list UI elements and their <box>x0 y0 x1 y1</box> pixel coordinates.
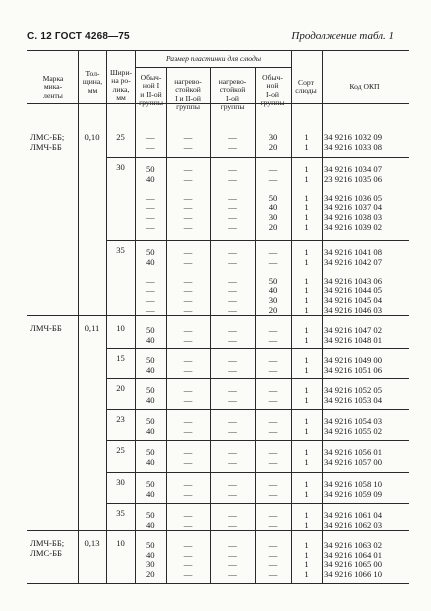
plate-size-ordinary-1-2: 40 <box>146 425 155 436</box>
plate-size-ordinary-1-2: — <box>146 295 155 305</box>
okp-code: 34 9216 1032 09 <box>324 132 383 142</box>
okp-code: 34 9216 1054 03 <box>324 416 383 426</box>
page-number-standard: С. 12 ГОСТ 4268—75 <box>27 31 130 42</box>
plate-size-ordinary-1-2: 40 <box>146 488 155 499</box>
width-value: 25 <box>116 445 125 455</box>
plate-size-heatproof-1: — <box>228 247 237 257</box>
table-continuation-label: Продолжение табл. 1 <box>291 30 394 42</box>
plate-size-ordinary-1-2: 40 <box>146 256 155 267</box>
okp-code: 34 9216 1059 09 <box>324 488 383 499</box>
plate-size-heatproof-1: — <box>228 510 237 520</box>
plate-size-heatproof-1: — <box>228 479 237 489</box>
header-thickness: Тол- щина, мм <box>82 69 103 95</box>
header-sort: Сорт слюды <box>295 78 317 96</box>
plate-size-heatproof-1-2: — <box>183 192 193 203</box>
plate-size-ordinary-1: — <box>268 479 278 489</box>
subgroup-divider <box>106 240 409 241</box>
plate-size-ordinary-1: 20 <box>268 141 278 152</box>
plate-size-heatproof-1: — <box>228 425 237 436</box>
mica-grade: 1 <box>304 285 309 296</box>
mica-grade: 1 <box>304 221 309 232</box>
plate-size-ordinary-1: — <box>268 456 278 467</box>
mica-grade: 1 <box>304 385 309 395</box>
plate-size-heatproof-1: — <box>228 394 237 405</box>
plate-size-ordinary-1: — <box>268 559 278 570</box>
plate-size-ordinary-1-2: 50 <box>146 416 155 426</box>
plate-size-ordinary-1-2: 20 <box>146 568 155 579</box>
plate-size-heatproof-1-2: — <box>183 364 193 375</box>
subgroup-divider <box>106 503 409 504</box>
okp-code: 34 9216 1052 05 <box>324 385 383 395</box>
okp-code: 34 9216 1048 01 <box>324 334 383 345</box>
plate-size-ordinary-1-2: 50 <box>146 385 155 395</box>
thickness-value: 0,13 <box>84 538 100 548</box>
plate-size-heatproof-1: — <box>228 559 237 570</box>
mica-grade: 1 <box>304 256 309 267</box>
thickness-value: 0,11 <box>84 323 100 333</box>
mica-grade: 1 <box>304 447 309 457</box>
plate-size-ordinary-1-2: — <box>146 304 155 315</box>
plate-size-heatproof-1-2: — <box>183 385 193 395</box>
plate-size-heatproof-1-2: — <box>183 488 193 499</box>
marka-label: ЛМЧ-ББ; <box>30 538 65 548</box>
plate-size-heatproof-1: — <box>228 212 237 222</box>
plate-size-ordinary-1: 30 <box>268 212 278 222</box>
okp-code: 34 9216 1047 02 <box>324 325 383 335</box>
mica-grade: 1 <box>304 325 309 335</box>
plate-size-ordinary-1-2: — <box>146 192 155 203</box>
plate-size-ordinary-1: — <box>268 364 278 375</box>
okp-code: 34 9216 1062 03 <box>324 519 383 530</box>
okp-code: 34 9216 1058 10 <box>324 479 383 489</box>
width-value: 10 <box>116 323 125 333</box>
width-value: 25 <box>116 132 125 142</box>
plate-size-ordinary-1: — <box>268 325 278 335</box>
plate-size-heatproof-1-2: — <box>183 519 193 530</box>
plate-size-heatproof-1-2: — <box>183 549 193 560</box>
plate-size-heatproof-1: — <box>228 285 237 296</box>
plate-size-ordinary-1: — <box>268 488 278 499</box>
group-divider <box>27 315 409 316</box>
mica-grade: 1 <box>304 202 309 213</box>
okp-code: 34 9216 1066 10 <box>324 568 383 579</box>
plate-size-ordinary-1: — <box>268 447 278 457</box>
header-plate-size-group: Размер пластинки для слюды <box>165 54 262 63</box>
plate-size-ordinary-1-2: 40 <box>146 456 155 467</box>
okp-code: 34 9216 1049 00 <box>324 355 383 365</box>
plate-size-heatproof-1: — <box>228 334 237 345</box>
plate-size-ordinary-1-2: 40 <box>146 334 155 345</box>
marka-label: ЛМС-ББ; <box>30 132 65 142</box>
plate-size-heatproof-1: — <box>228 256 237 267</box>
plate-size-ordinary-1: — <box>268 385 278 395</box>
okp-code: 34 9216 1034 07 <box>324 164 383 174</box>
plate-size-ordinary-1-2: 50 <box>146 479 155 489</box>
plate-size-ordinary-1: — <box>268 425 278 436</box>
plate-size-ordinary-1: 50 <box>268 192 278 203</box>
plate-size-ordinary-1: 20 <box>268 221 278 232</box>
plate-size-heatproof-1: — <box>228 519 237 530</box>
plate-size-ordinary-1-2: 40 <box>146 549 155 560</box>
okp-code: 34 9216 1053 04 <box>324 394 383 405</box>
marka-label: ЛМЧ-ББ <box>30 141 62 152</box>
plate-size-ordinary-1-2: — <box>146 275 155 286</box>
okp-code: 34 9216 1046 03 <box>324 304 383 315</box>
plate-size-ordinary-1-2: 30 <box>146 559 155 570</box>
plate-size-ordinary-1: — <box>268 247 278 257</box>
plate-size-ordinary-1: — <box>268 416 278 426</box>
plate-size-ordinary-1: 40 <box>268 285 278 296</box>
plate-size-heatproof-1-2: — <box>183 247 193 257</box>
header-ordinary-1: Обыч- ной I-ой группы <box>260 73 285 108</box>
plate-size-heatproof-1: — <box>228 304 237 315</box>
plate-size-heatproof-1: — <box>228 295 237 305</box>
okp-code: 34 9216 1045 04 <box>324 295 383 305</box>
mica-grade: 1 <box>304 394 309 405</box>
marka-label: ЛМЧ-ББ <box>30 323 62 333</box>
mica-grade: 1 <box>304 559 309 570</box>
plate-size-ordinary-1-2: — <box>146 141 155 152</box>
mica-grade: 1 <box>304 568 309 579</box>
plate-size-heatproof-1-2: — <box>183 479 193 489</box>
okp-code: 34 9216 1036 05 <box>324 192 383 203</box>
mica-grade: 1 <box>304 549 309 560</box>
plate-size-heatproof-1: — <box>228 141 237 152</box>
plate-size-heatproof-1: — <box>228 192 237 203</box>
plate-size-heatproof-1-2: — <box>183 456 193 467</box>
plate-size-heatproof-1: — <box>228 447 237 457</box>
plate-size-heatproof-1: — <box>228 540 237 550</box>
plate-size-heatproof-1-2: — <box>183 285 193 296</box>
mica-grade: 1 <box>304 488 309 499</box>
plate-size-heatproof-1: — <box>228 173 237 184</box>
plate-size-heatproof-1-2: — <box>183 295 193 305</box>
plate-size-ordinary-1: 30 <box>268 132 278 142</box>
mica-grade: 1 <box>304 355 309 365</box>
plate-size-heatproof-1: — <box>228 568 237 579</box>
mica-grade: 1 <box>304 132 309 142</box>
plate-size-heatproof-1: — <box>228 456 237 467</box>
okp-code: 34 9216 1037 04 <box>324 202 383 213</box>
plate-size-ordinary-1: — <box>268 394 278 405</box>
subgroup-divider <box>106 378 409 379</box>
header-bottom-border <box>27 103 409 104</box>
plate-size-ordinary-1: 30 <box>268 295 278 305</box>
plate-size-heatproof-1-2: — <box>183 304 193 315</box>
plate-size-heatproof-1: — <box>228 164 237 174</box>
plate-size-ordinary-1-2: 50 <box>146 247 155 257</box>
mica-grade: 1 <box>304 510 309 520</box>
okp-code: 34 9216 1039 02 <box>324 221 383 232</box>
plate-size-ordinary-1: — <box>268 519 278 530</box>
okp-code: 34 9216 1061 04 <box>324 510 383 520</box>
plate-size-heatproof-1-2: — <box>183 416 193 426</box>
header-heatproof-1-2: нагрево- стойкой I и II-ой группы <box>174 77 202 112</box>
header-okp-code: Код ОКП <box>349 82 380 91</box>
okp-code: 34 9216 1056 01 <box>324 447 383 457</box>
mica-grade: 1 <box>304 164 309 174</box>
okp-code: 34 9216 1051 06 <box>324 364 383 375</box>
plate-size-ordinary-1: — <box>268 510 278 520</box>
mica-grade: 1 <box>304 334 309 345</box>
plate-size-heatproof-1-2: — <box>183 510 193 520</box>
mica-grade: 1 <box>304 295 309 305</box>
plate-size-heatproof-1-2: — <box>183 275 193 286</box>
width-value: 10 <box>116 538 125 548</box>
plate-size-heatproof-1: — <box>228 385 237 395</box>
width-value: 30 <box>116 477 125 487</box>
okp-code: 34 9216 1042 07 <box>324 256 383 267</box>
plate-size-heatproof-1-2: — <box>183 334 193 345</box>
okp-code: 23 9216 1035 06 <box>324 173 383 184</box>
mica-grade: 1 <box>304 425 309 436</box>
plate-size-heatproof-1-2: — <box>183 164 193 174</box>
plate-size-heatproof-1-2: — <box>183 212 193 222</box>
okp-code: 34 9216 1044 05 <box>324 285 383 296</box>
header-ordinary-1-2: Обыч- ной I и II-ой группы <box>139 73 163 108</box>
subgroup-divider <box>106 472 409 473</box>
plate-size-ordinary-1-2: 40 <box>146 394 155 405</box>
plate-size-heatproof-1-2: — <box>183 202 193 213</box>
plate-size-ordinary-1: 20 <box>268 304 278 315</box>
plate-size-ordinary-1-2: 50 <box>146 355 155 365</box>
table-top-border <box>27 50 409 51</box>
plate-size-heatproof-1-2: — <box>183 355 193 365</box>
plate-size-ordinary-1: — <box>268 173 278 184</box>
mica-grade: 1 <box>304 304 309 315</box>
okp-code: 34 9216 1038 03 <box>324 212 383 222</box>
plate-size-ordinary-1-2: 50 <box>146 510 155 520</box>
plate-size-ordinary-1: — <box>268 540 278 550</box>
width-value: 35 <box>116 245 125 255</box>
width-value: 15 <box>116 353 125 363</box>
width-value: 30 <box>116 162 125 172</box>
mica-grade: 1 <box>304 540 309 550</box>
plate-size-ordinary-1: — <box>268 568 278 579</box>
plate-size-ordinary-1: — <box>268 549 278 560</box>
okp-code: 34 9216 1043 06 <box>324 275 383 286</box>
plate-size-group-divider <box>135 67 291 68</box>
okp-code: 34 9216 1065 00 <box>324 559 383 570</box>
okp-code: 34 9216 1064 01 <box>324 549 383 560</box>
plate-size-ordinary-1: — <box>268 256 278 267</box>
marka-label: ЛМС-ББ <box>30 547 62 558</box>
plate-size-ordinary-1: — <box>268 164 278 174</box>
header-heatproof-1: нагрево- стойкой I-ой группы <box>218 77 247 112</box>
plate-size-heatproof-1: — <box>228 202 237 213</box>
plate-size-ordinary-1-2: — <box>146 221 155 232</box>
plate-size-heatproof-1-2: — <box>183 394 193 405</box>
plate-size-ordinary-1-2: 50 <box>146 540 155 550</box>
plate-size-ordinary-1-2: — <box>146 202 155 213</box>
mica-grade: 1 <box>304 275 309 286</box>
subgroup-divider <box>106 157 409 158</box>
plate-size-ordinary-1: — <box>268 334 278 345</box>
mica-grade: 1 <box>304 141 309 152</box>
table-bottom-border <box>27 583 409 584</box>
width-value: 23 <box>116 414 125 424</box>
plate-size-ordinary-1-2: 40 <box>146 519 155 530</box>
mica-grade: 1 <box>304 416 309 426</box>
okp-code: 34 9216 1063 02 <box>324 540 383 550</box>
mica-grade: 1 <box>304 247 309 257</box>
mica-grade: 1 <box>304 456 309 467</box>
plate-size-heatproof-1-2: — <box>183 425 193 436</box>
plate-size-heatproof-1-2: — <box>183 256 193 267</box>
plate-size-heatproof-1-2: — <box>183 559 193 570</box>
okp-code: 34 9216 1033 08 <box>324 141 383 152</box>
plate-size-ordinary-1-2: 50 <box>146 325 155 335</box>
plate-size-heatproof-1-2: — <box>183 141 193 152</box>
plate-size-ordinary-1-2: 40 <box>146 173 155 184</box>
plate-size-ordinary-1-2: 40 <box>146 364 155 375</box>
width-value: 20 <box>116 383 125 393</box>
header-width: Шири- на ро- лика, мм <box>109 68 133 103</box>
mica-grade: 1 <box>304 212 309 222</box>
mica-grade: 1 <box>304 519 309 530</box>
okp-code: 34 9216 1057 00 <box>324 456 383 467</box>
plate-size-ordinary-1-2: — <box>146 212 155 222</box>
okp-code: 34 9216 1055 02 <box>324 425 383 436</box>
plate-size-ordinary-1: — <box>268 355 278 365</box>
plate-size-heatproof-1: — <box>228 416 237 426</box>
plate-size-heatproof-1: — <box>228 325 237 335</box>
plate-size-heatproof-1-2: — <box>183 447 193 457</box>
mica-grade: 1 <box>304 364 309 375</box>
group-divider <box>27 530 409 531</box>
plate-size-heatproof-1-2: — <box>183 132 193 142</box>
header-marka: Марка мика- ленты <box>42 74 64 100</box>
plate-size-heatproof-1-2: — <box>183 540 193 550</box>
plate-size-ordinary-1: 40 <box>268 202 278 213</box>
plate-size-ordinary-1-2: — <box>146 132 155 142</box>
plate-size-heatproof-1-2: — <box>183 221 193 232</box>
plate-size-heatproof-1: — <box>228 549 237 560</box>
plate-size-heatproof-1-2: — <box>183 325 193 335</box>
mica-grade: 1 <box>304 192 309 203</box>
plate-size-heatproof-1: — <box>228 355 237 365</box>
plate-size-heatproof-1: — <box>228 364 237 375</box>
width-value: 35 <box>116 508 125 518</box>
plate-size-ordinary-1-2: 50 <box>146 164 155 174</box>
plate-size-heatproof-1: — <box>228 275 237 286</box>
plate-size-heatproof-1: — <box>228 221 237 232</box>
plate-size-ordinary-1: 50 <box>268 275 278 286</box>
subgroup-divider <box>106 440 409 441</box>
plate-size-heatproof-1: — <box>228 488 237 499</box>
column-divider <box>78 50 79 583</box>
plate-size-heatproof-1: — <box>228 132 237 142</box>
plate-size-ordinary-1-2: — <box>146 285 155 296</box>
plate-size-heatproof-1-2: — <box>183 568 193 579</box>
mica-grade: 1 <box>304 479 309 489</box>
plate-size-ordinary-1-2: 50 <box>146 447 155 457</box>
thickness-value: 0,10 <box>84 132 100 142</box>
subgroup-divider <box>106 409 409 410</box>
subgroup-divider <box>106 348 409 349</box>
mica-grade: 1 <box>304 173 309 184</box>
plate-size-heatproof-1-2: — <box>183 173 193 184</box>
okp-code: 34 9216 1041 08 <box>324 247 383 257</box>
